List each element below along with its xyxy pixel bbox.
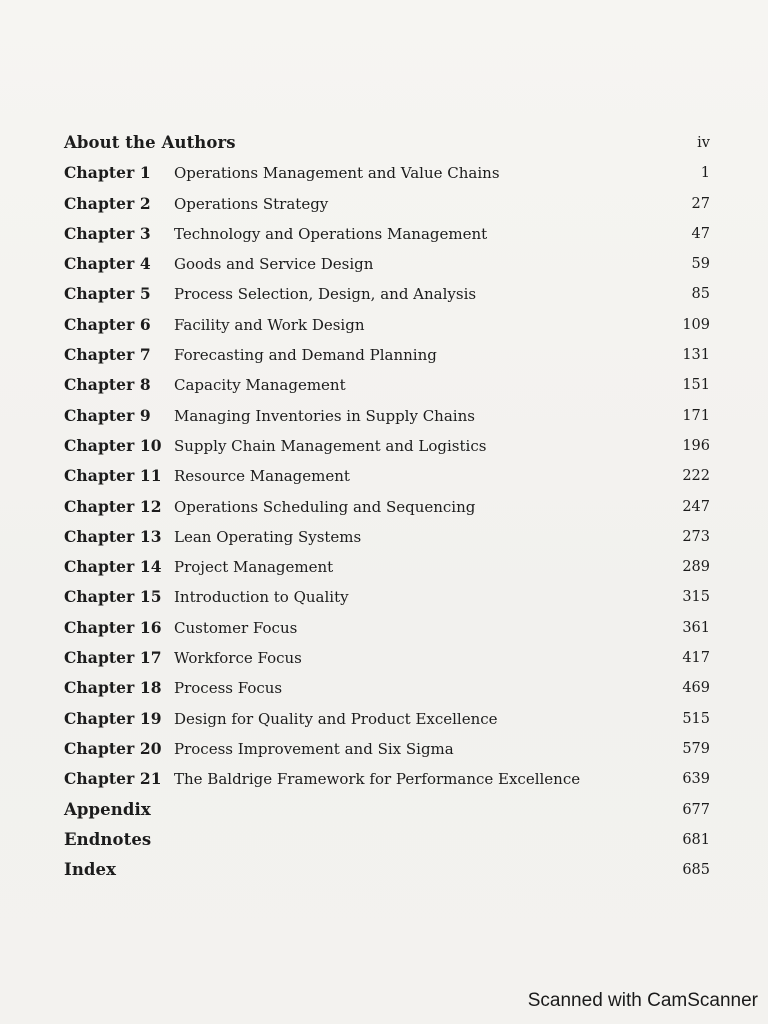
toc-entry <box>60 855 714 885</box>
toc-entry-label: Chapter 3 <box>64 223 151 243</box>
toc-entry <box>60 673 714 703</box>
toc-entry <box>60 613 714 643</box>
toc-entry-label: Chapter 13 <box>64 526 162 546</box>
toc-entry-title: Operations Scheduling and Sequencing <box>174 497 476 516</box>
toc-entry-title: Operations Management and Value Chains <box>174 164 500 183</box>
toc-entry-page-number: 677 <box>682 801 710 818</box>
toc-entry-title: Introduction to Quality <box>174 588 349 607</box>
toc-entry-page-number: 361 <box>682 619 710 636</box>
toc-entry-label: Chapter 17 <box>64 648 162 668</box>
toc-entry-label: Chapter 14 <box>64 557 162 577</box>
toc-entry <box>60 401 714 431</box>
toc-entry-title: Design for Quality and Product Excellence <box>174 709 498 728</box>
toc-entry-label: Chapter 16 <box>64 617 162 637</box>
toc-entry-label: Chapter 8 <box>64 375 151 395</box>
toc-entry-title: Resource Management <box>174 467 350 486</box>
toc-entry-title: Operations Strategy <box>174 194 329 213</box>
toc-entry-page-number: 315 <box>682 589 710 606</box>
toc-entry-page-number: 171 <box>682 407 710 424</box>
toc-entry <box>60 552 714 582</box>
toc-entry-page-number: 417 <box>682 650 710 667</box>
toc-entry-page-number: 47 <box>691 225 710 242</box>
toc-entry-page-number: 27 <box>691 195 710 212</box>
toc-entry-page-number: 59 <box>691 256 710 273</box>
toc-entry-title: Process Improvement and Six Sigma <box>174 739 454 758</box>
toc-entry-page-number: 273 <box>682 528 710 545</box>
toc-entry <box>60 310 714 340</box>
table-of-contents <box>60 128 714 885</box>
toc-entry-label: Endnotes <box>64 829 152 849</box>
toc-entry <box>60 704 714 734</box>
toc-entry-title: Process Selection, Design, and Analysis <box>174 285 477 304</box>
toc-entry-label: Appendix <box>64 799 151 819</box>
toc-entry-title: Supply Chain Management and Logistics <box>174 436 487 455</box>
toc-entry <box>60 340 714 370</box>
toc-entry <box>60 522 714 552</box>
toc-entry-label: Chapter 6 <box>64 314 151 334</box>
toc-entry-page-number: 469 <box>682 680 710 697</box>
toc-entry-label: Chapter 1 <box>64 163 151 183</box>
toc-entry-label: Chapter 21 <box>64 769 162 789</box>
toc-entry-page-number: 109 <box>682 316 710 333</box>
toc-entry <box>60 461 714 491</box>
toc-entry-title: The Baldrige Framework for Performance Excellence <box>174 770 581 789</box>
toc-entry <box>60 764 714 794</box>
toc-entry-label: Chapter 7 <box>64 345 151 365</box>
toc-entry <box>60 643 714 673</box>
toc-entry-page-number: 222 <box>682 468 710 485</box>
toc-entry-title: Project Management <box>174 558 334 577</box>
toc-entry-label: Chapter 19 <box>64 708 162 728</box>
toc-entry-label: Chapter 11 <box>64 466 162 486</box>
toc-entry-title: Facility and Work Design <box>174 315 365 334</box>
toc-entry-label: About the Authors <box>64 133 236 152</box>
toc-entry-page-number: 1 <box>700 165 710 182</box>
toc-entry-page-number: 685 <box>682 862 710 879</box>
toc-entry-title: Process Focus <box>174 679 283 698</box>
toc-entry-page-number: 579 <box>682 740 710 757</box>
toc-entry <box>60 825 714 855</box>
toc-entry-title: Workforce Focus <box>174 649 302 668</box>
toc-entry-title: Goods and Service Design <box>174 255 374 274</box>
toc-entry <box>60 219 714 249</box>
toc-entry-title: Managing Inventories in Supply Chains <box>174 406 475 425</box>
toc-entry-title: Technology and Operations Management <box>174 224 488 243</box>
toc-entry <box>60 128 714 158</box>
toc-entry <box>60 249 714 279</box>
toc-entry-label: Chapter 4 <box>64 254 151 274</box>
toc-entry <box>60 431 714 461</box>
toc-entry-page-number: 247 <box>682 498 710 515</box>
toc-entry-page-number: 131 <box>682 347 710 364</box>
camscanner-watermark: Scanned with CamScanner <box>527 990 758 1011</box>
toc-entry-label: Index <box>64 860 117 880</box>
toc-entry <box>60 279 714 309</box>
toc-entry <box>60 795 714 825</box>
toc-entry <box>60 492 714 522</box>
toc-entry-label: Chapter 15 <box>64 587 162 607</box>
toc-entry-title: Customer Focus <box>174 618 298 637</box>
toc-entry-title: Forecasting and Demand Planning <box>174 346 437 365</box>
toc-entry-page-number: 289 <box>682 559 710 576</box>
toc-entry-label: Chapter 12 <box>64 496 162 516</box>
toc-entry <box>60 734 714 764</box>
toc-entry-label: Chapter 20 <box>64 738 162 758</box>
toc-entry-page-number: 196 <box>682 437 710 454</box>
toc-entry-page-number: 639 <box>682 771 710 788</box>
toc-entry <box>60 370 714 400</box>
toc-entry <box>60 189 714 219</box>
toc-entry-title: Lean Operating Systems <box>174 527 362 546</box>
toc-entry-page-number: 85 <box>691 286 710 303</box>
toc-entry-label: Chapter 18 <box>64 678 162 698</box>
toc-entry-page-number: 515 <box>682 710 710 727</box>
toc-entry-label: Chapter 9 <box>64 405 151 425</box>
toc-entry <box>60 158 714 188</box>
toc-entry-page-number: 681 <box>682 831 710 848</box>
toc-entry-page-number: 151 <box>682 377 710 394</box>
toc-entry-page-number: iv <box>697 135 710 151</box>
toc-entry-label: Chapter 10 <box>64 435 162 455</box>
toc-entry-title: Capacity Management <box>174 376 346 395</box>
toc-entry <box>60 582 714 612</box>
toc-entry-label: Chapter 5 <box>64 284 151 304</box>
toc-entry-label: Chapter 2 <box>64 193 151 213</box>
